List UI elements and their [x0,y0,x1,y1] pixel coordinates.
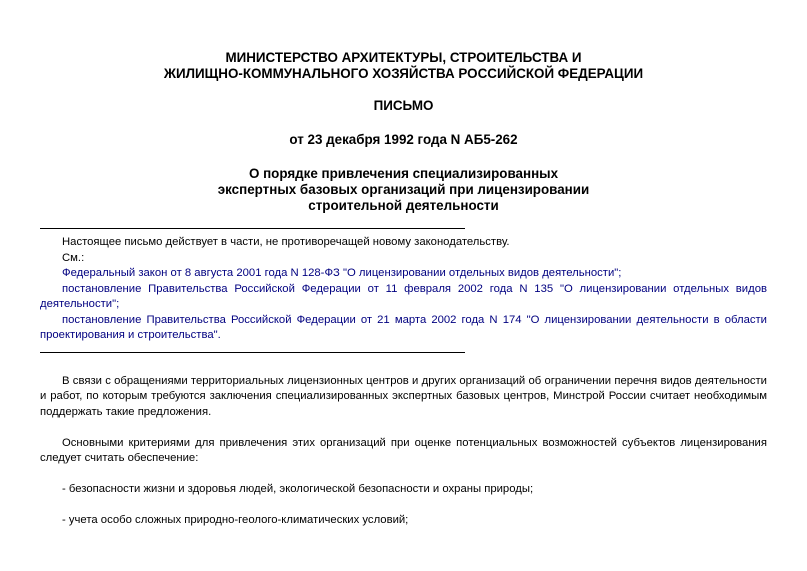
list-item: - учета особо сложных природно-геолого-климатических условий; [62,514,409,526]
subject-line2: экспертных базовых организаций при лицензировании [217,182,590,197]
note-divider-bottom [40,352,465,353]
link-resolution-174[interactable]: постановление Правительства Российской Федерации от 21 марта 2002 года N 174 "О лицензировании деятельности в области проектирования и строительства". [40,313,767,341]
link-federal-law-128[interactable]: Федеральный закон от 8 августа 2001 года N 128-ФЗ "О лицензировании отдельных видов деятельности"; [62,267,622,279]
body-paragraph: В связи с обращениями территориальных лицензионных центров и других организаций об ограничении перечня видов деятельности и работ, по которым требуются заключения специализированных экспертных базовых центров, Минстрой России считает необходимым поддержать такие предложения. [40,374,767,418]
note-status: Настоящее письмо действует в части, не противоречащей новому законодательству. [62,236,510,248]
ministry-name [40,50,767,82]
subject-line1: О порядке привлечения специализированных [248,166,559,181]
editorial-note [40,235,767,344]
ministry-name-line2: ЖИЛИЩНО-КОММУНАЛЬНОГО ХОЗЯЙСТВА РОССИЙСКОЙ ФЕДЕРАЦИИ [163,66,644,81]
subject-line3: строительной деятельности [308,198,499,213]
document-page [40,50,767,544]
document-type: ПИСЬМО [373,98,434,113]
document-date-number: от 23 декабря 1992 года N АБ5-262 [289,132,518,147]
document-subject [40,166,767,214]
note-see: См.: [62,251,85,264]
body-paragraph: Основными критериями для привлечения этих организаций при оценке потенциальных возможностей субъектов лицензирования следует считать обеспечение: [40,436,767,464]
document-header [40,50,767,214]
document-body [40,374,767,529]
link-resolution-135[interactable]: постановление Правительства Российской Федерации от 11 февраля 2002 года N 135 "О лицензировании отдельных видов деятельности"; [40,282,767,310]
note-divider-top [40,228,465,229]
list-item: - безопасности жизни и здоровья людей, экологической безопасности и охраны природы; [62,483,534,495]
ministry-name-line1: МИНИСТЕРСТВО АРХИТЕКТУРЫ, СТРОИТЕЛЬСТВА И [225,50,582,65]
